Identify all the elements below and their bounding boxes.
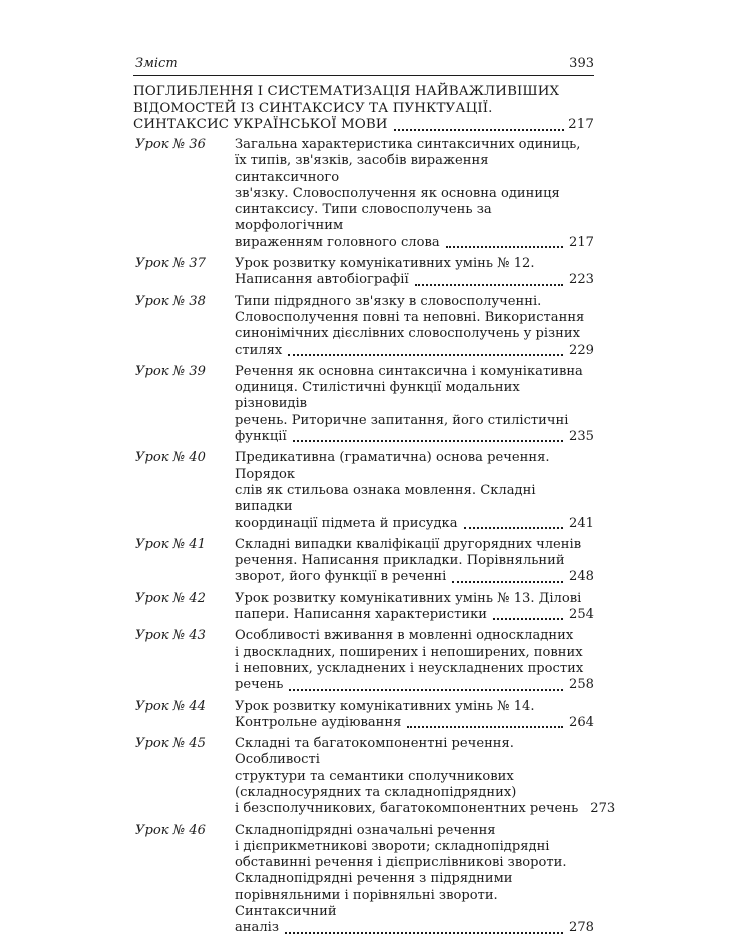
lesson-page-number: 223 <box>569 272 594 288</box>
dot-leader <box>464 526 563 529</box>
section-heading <box>133 84 594 134</box>
lesson-last-line <box>235 235 594 251</box>
lesson-last-line <box>235 801 616 817</box>
lesson-title-line: аналіз <box>235 920 279 936</box>
lesson-title-line: Складні та багатокомпонентні речення. Особливості <box>235 736 514 768</box>
lesson-title-line: їх типів, зв'язків, засобів вираження синтаксичного <box>235 153 489 185</box>
lesson-last-line <box>235 715 594 731</box>
lesson-page-number: 273 <box>590 801 616 817</box>
toc-entry[interactable] <box>133 699 594 732</box>
dot-leader <box>407 725 563 728</box>
lesson-page-number: 229 <box>569 342 594 358</box>
dot-leader <box>285 931 563 934</box>
section-heading-line: ВІДОМОСТЕЙ ІЗ СИНТАКСИСУ ТА ПУНКТУАЦІЇ. <box>133 100 493 116</box>
lesson-page-number: 258 <box>569 677 594 693</box>
lesson-title-line: і безсполучникових, багатокомпонентних речень <box>235 801 579 817</box>
lesson-title-line: одиниця. Стилістичні функції модальних різновидів <box>235 380 520 412</box>
lesson-title-line: Урок розвитку комунікативних умінь № 13. Ділові <box>235 590 582 606</box>
lesson-title-line: Складні випадки кваліфікації другорядних членів <box>235 536 582 552</box>
lesson-title-line: зворот, його функції в реченні <box>235 569 447 585</box>
running-header <box>133 55 594 76</box>
lesson-title-line: координації підмета й присудка <box>235 515 458 531</box>
lesson-title-line: синтаксису. Типи словосполучень за морфологічним <box>235 202 492 234</box>
lesson-title-line: вираженням головного слова <box>235 234 440 250</box>
lesson-page-number: 235 <box>569 429 594 445</box>
toc-entry[interactable] <box>133 294 594 359</box>
lesson-page-number: 241 <box>569 515 594 531</box>
lesson-label: Урок № 45 <box>135 736 206 752</box>
header-title: Зміст <box>135 56 178 71</box>
lesson-page-number: 264 <box>569 714 594 730</box>
toc-lessons <box>133 137 616 937</box>
lesson-title-line: структури та семантики сполучникових <box>235 768 514 784</box>
lesson-title-line: Предикативна (граматична) основа речення. Порядок <box>235 450 550 482</box>
dot-leader <box>293 439 563 442</box>
lesson-title-line: Написання автобіографії <box>235 272 409 288</box>
lesson-last-line <box>235 516 594 532</box>
section-heading-line: ПОГЛИБЛЕННЯ І СИСТЕМАТИЗАЦІЯ НАЙВАЖЛИВІШИХ <box>133 84 560 99</box>
lesson-title-line: і двоскладних, поширених і непоширених, повних <box>235 644 583 660</box>
lesson-title-line: Загальна характеристика синтаксичних одиниць, <box>235 137 581 152</box>
page-number: 393 <box>569 56 594 71</box>
lesson-title-line: Урок розвитку комунікативних умінь № 12. <box>235 256 535 272</box>
lesson-page-number: 248 <box>569 569 594 585</box>
lesson-page-number: 278 <box>569 920 594 936</box>
toc-entry[interactable] <box>133 450 594 531</box>
lesson-title-line: Контрольне аудіювання <box>235 714 402 730</box>
dot-leader <box>452 580 563 583</box>
lesson-title-line: речення. Написання прикладки. Порівняльний <box>235 553 565 569</box>
lesson-label: Урок № 46 <box>135 822 206 838</box>
lesson-label: Урок № 42 <box>135 590 206 606</box>
lesson-title-line: (складносурядних та складнопідрядних) <box>235 784 517 800</box>
toc-entry[interactable] <box>133 364 594 445</box>
lesson-label: Урок № 40 <box>135 450 206 466</box>
lesson-title-line: Складнопідрядні означальні речення <box>235 822 496 838</box>
lesson-label: Урок № 41 <box>135 536 206 552</box>
lesson-title-line: Словосполучення повні та неповні. Використання <box>235 309 585 325</box>
dot-leader <box>289 688 563 691</box>
toc-entry[interactable] <box>133 137 594 251</box>
lesson-title-line: папери. Написання характеристики <box>235 607 488 623</box>
lesson-label: Урок № 39 <box>135 363 206 379</box>
toc-entry[interactable] <box>133 628 594 693</box>
lesson-title-line: речень <box>235 677 284 693</box>
lesson-label: Урок № 37 <box>135 256 206 272</box>
lesson-title-line: синонімічних дієслівних словосполучень у різних <box>235 326 581 342</box>
lesson-title-line: Складнопідрядні речення з підрядними <box>235 871 513 887</box>
section-page: 217 <box>568 117 594 132</box>
dot-leader <box>446 245 563 248</box>
lesson-label: Урок № 44 <box>135 698 206 714</box>
toc-entry[interactable] <box>133 736 616 817</box>
lesson-last-line <box>235 569 594 585</box>
lesson-title-line: Типи підрядного зв'язку в словосполученні. <box>235 293 542 309</box>
dot-leader <box>288 353 563 356</box>
toc-entry[interactable] <box>133 823 594 937</box>
lesson-page-number: 217 <box>569 234 594 250</box>
lesson-title-line: обставинні речення і дієприслівникові звороти. <box>235 855 567 871</box>
lesson-last-line <box>235 429 594 445</box>
section-heading-last-line <box>133 117 594 134</box>
toc-entry[interactable] <box>133 256 594 289</box>
lesson-label: Урок № 36 <box>135 137 206 152</box>
lesson-page-number: 254 <box>569 607 594 623</box>
lesson-title-line: Особливості вживання в мовленні односкладних <box>235 628 574 644</box>
toc-entry[interactable] <box>133 537 594 586</box>
dot-leader <box>394 128 565 131</box>
lesson-label: Урок № 43 <box>135 628 206 644</box>
section-heading-text: СИНТАКСИС УКРАЇНСЬКОЇ МОВИ <box>133 117 388 132</box>
lesson-label: Урок № 38 <box>135 293 206 309</box>
lesson-title-line: і неповних, ускладнених і неускладнених простих <box>235 660 584 676</box>
lesson-last-line <box>235 343 594 359</box>
dot-leader <box>493 617 563 620</box>
lesson-last-line <box>235 607 594 623</box>
lesson-title-line: Урок розвитку комунікативних умінь № 14. <box>235 698 535 714</box>
lesson-last-line <box>235 272 594 288</box>
lesson-last-line <box>235 920 594 936</box>
lesson-title-line: речень. Риторичне запитання, його стилістичні <box>235 412 569 428</box>
lesson-title-line: стилях <box>235 342 283 358</box>
lesson-title-line: Речення як основна синтаксична і комунікативна <box>235 363 583 379</box>
dot-leader <box>415 283 563 286</box>
lesson-last-line <box>235 677 594 693</box>
lesson-title-line: слів як стильова ознака мовлення. Складні випадки <box>235 482 536 515</box>
lesson-title-line: зв'язку. Словосполучення як основна одиниця <box>235 185 560 201</box>
lesson-title-line: порівняльними і порівняльні звороти. Синтаксичний <box>235 887 498 920</box>
lesson-title-line: і дієприкметникові звороти; складнопідрядні <box>235 838 550 854</box>
toc-entry[interactable] <box>133 591 594 624</box>
lesson-title-line: функції <box>235 429 287 445</box>
